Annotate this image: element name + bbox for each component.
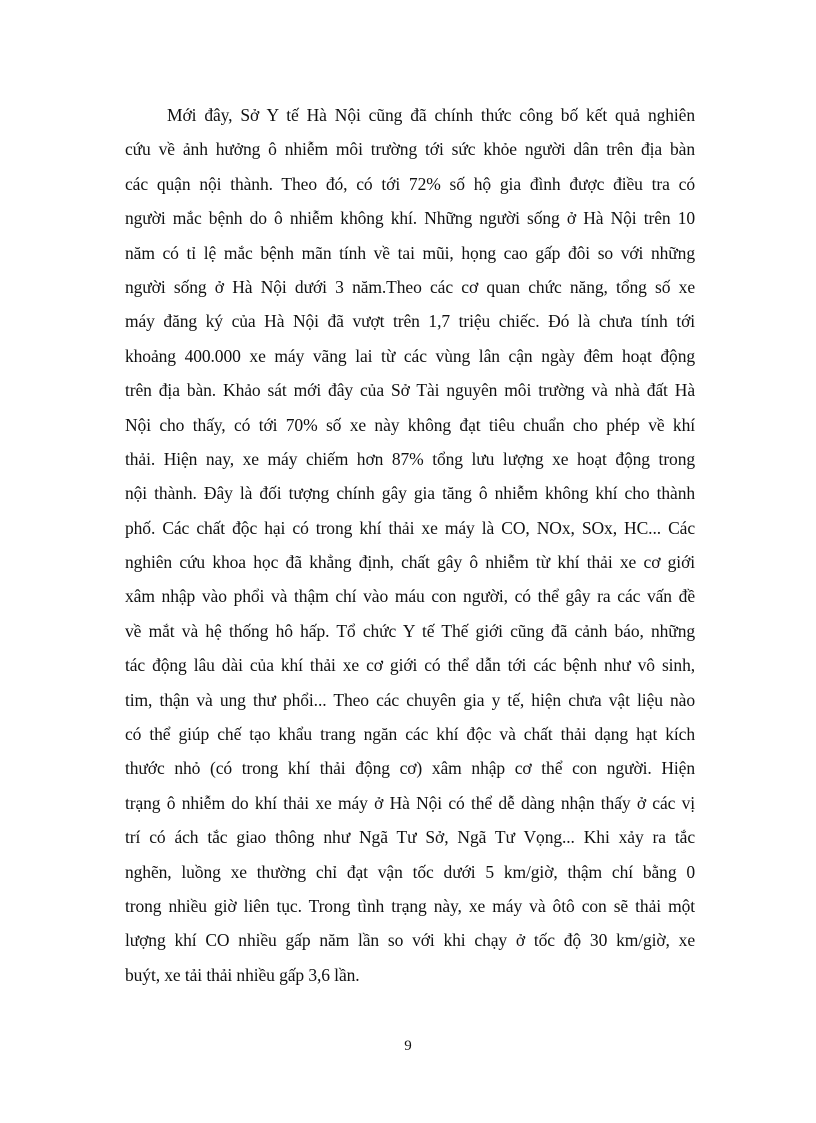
paragraph-line: xâm nhập vào phổi và thậm chí vào máu con người, có thể gây ra các vấn đề — [125, 586, 695, 607]
paragraph-line: tác động lâu dài của khí thải xe cơ giới có thể dẫn tới các bệnh như vô sinh, — [125, 655, 695, 676]
paragraph-line: trong nhiều giờ liên tục. Trong tình trạng này, xe máy và ôtô con sẽ thải một — [125, 895, 695, 916]
paragraph-line: trạng ô nhiễm do khí thải xe máy ở Hà Nội có thể dễ dàng nhận thấy ở các vị — [125, 792, 695, 813]
paragraph-line: thải. Hiện nay, xe máy chiếm hơn 87% tổng lưu lượng xe hoạt động trong — [125, 448, 695, 469]
paragraph-line: Nội cho thấy, có tới 70% số xe này không đạt tiêu chuẩn cho phép về khí — [125, 414, 695, 435]
paragraph-line: trí có ách tắc giao thông như Ngã Tư Sở, Ngã Tư Vọng... Khi xảy ra tắc — [125, 827, 695, 848]
paragraph-line: cứu về ảnh hưởng ô nhiễm môi trường tới sức khỏe người dân trên địa bàn — [125, 139, 695, 160]
paragraph-line: máy đăng ký của Hà Nội đã vượt trên 1,7 triệu chiếc. Đó là chưa tính tới — [125, 311, 695, 332]
paragraph-line: người sống ở Hà Nội dưới 3 năm.Theo các cơ quan chức năng, tổng số xe — [125, 276, 695, 297]
paragraph-line: nghẽn, luồng xe thường chỉ đạt vận tốc dưới 5 km/giờ, thậm chí bằng 0 — [125, 861, 695, 882]
paragraph-line: phố. Các chất độc hại có trong khí thải xe máy là CO, NOx, SOx, HC... Các — [125, 517, 695, 538]
paragraph-line: thước nhỏ (có trong khí thải động cơ) xâm nhập cơ thể con người. Hiện — [125, 758, 695, 779]
paragraph-line: tim, thận và ung thư phổi... Theo các chuyên gia y tế, hiện chưa vật liệu nào — [125, 689, 695, 710]
paragraph-line: người mắc bệnh do ô nhiễm không khí. Những người sống ở Hà Nội trên 10 — [125, 208, 695, 229]
paragraph-line: trên địa bàn. Khảo sát mới đây của Sở Tài nguyên môi trường và nhà đất Hà — [125, 380, 695, 401]
paragraph-line: về mắt và hệ thống hô hấp. Tổ chức Y tế Thế giới cũng đã cảnh báo, những — [125, 620, 695, 641]
body-paragraph — [125, 98, 695, 992]
paragraph-line: năm có tỉ lệ mắc bệnh mãn tính về tai mũi, họng cao gấp đôi so với những — [125, 242, 695, 263]
paragraph-line: có thể giúp chế tạo khẩu trang ngăn các khí độc và chất thải dạng hạt kích — [125, 724, 695, 745]
page-number: 9 — [404, 1038, 412, 1054]
paragraph-line: nội thành. Đây là đối tượng chính gây gia tăng ô nhiễm không khí cho thành — [125, 483, 695, 504]
paragraph-line: khoảng 400.000 xe máy vãng lai từ các vùng lân cận ngày đêm hoạt động — [125, 345, 695, 366]
paragraph-line: nghiên cứu khoa học đã khẳng định, chất gây ô nhiễm từ khí thải xe cơ giới — [125, 552, 695, 573]
paragraph-line: Mới đây, Sở Y tế Hà Nội cũng đã chính thức công bố kết quả nghiên — [167, 105, 695, 125]
paragraph-line: lượng khí CO nhiều gấp năm lần so với khi chạy ở tốc độ 30 km/giờ, xe — [125, 930, 695, 951]
paragraph-line: các quận nội thành. Theo đó, có tới 72% số hộ gia đình được điều tra có — [125, 173, 695, 194]
paragraph-line: buýt, xe tải thải nhiều gấp 3,6 lần. — [125, 964, 360, 985]
